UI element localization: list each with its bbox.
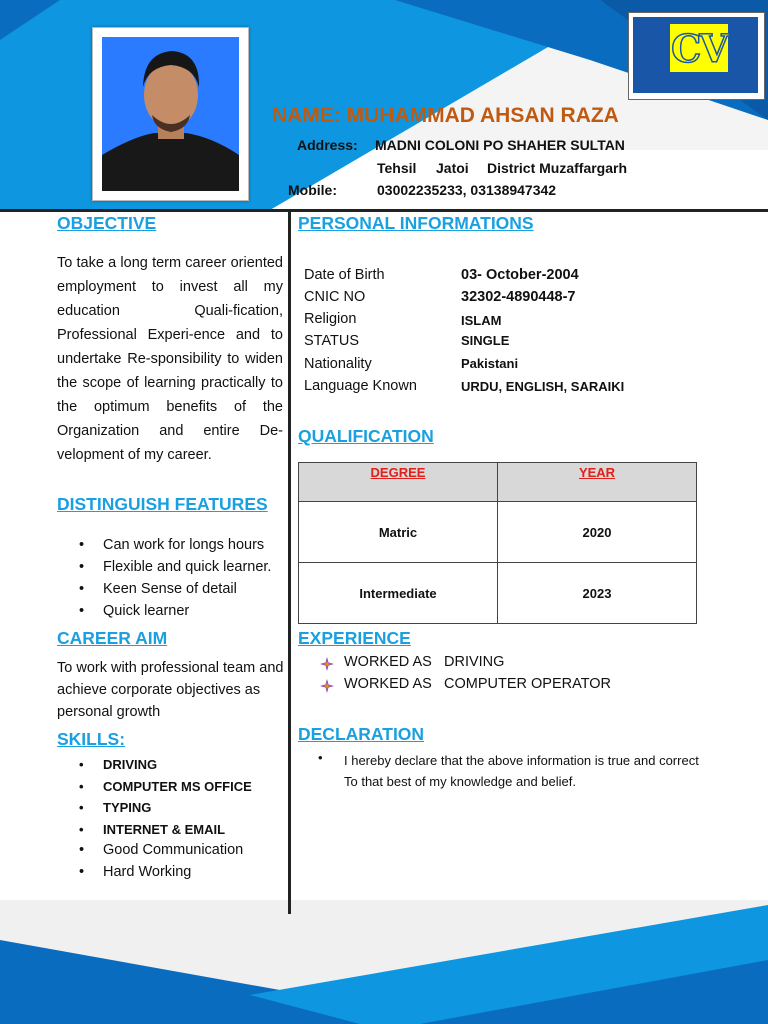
declaration-bullet: •	[318, 750, 323, 765]
features-heading: DISTINGUISH FEATURES	[57, 494, 268, 514]
table-cell-degree: Matric	[299, 502, 498, 563]
personal-info-heading: PERSONAL INFORMATIONS	[298, 213, 534, 233]
list-item: • Hard Working	[57, 862, 252, 884]
table-cell-year: 2023	[498, 563, 697, 624]
info-label: Date of Birth	[304, 267, 385, 283]
info-label: STATUS	[304, 333, 360, 349]
cv-logo	[628, 12, 765, 100]
star-bullet-icon	[320, 679, 334, 693]
header-divider	[0, 209, 768, 212]
profile-photo	[102, 37, 239, 191]
objective-heading: OBJECTIVE	[57, 213, 157, 233]
list-item: • INTERNET & EMAIL	[57, 819, 252, 841]
table-row	[299, 563, 697, 624]
mobile-value: 03002235233, 03138947342	[377, 182, 557, 198]
column-header-degree: DEGREE	[299, 463, 498, 502]
address-label: Address:	[297, 137, 358, 153]
career-aim-heading: CAREER AIM	[57, 628, 168, 648]
declaration-line-2: To that best of my knowledge and belief.	[344, 774, 576, 789]
info-label: CNIC NO	[304, 289, 366, 305]
cv-logo-badge	[670, 24, 728, 72]
info-row-nationality	[304, 356, 704, 378]
cv-logo-background	[633, 17, 758, 93]
experience-role: DRIVING	[444, 654, 505, 670]
skills-list	[57, 754, 252, 883]
list-item: • Can work for longs hours	[57, 534, 271, 556]
experience-role: COMPUTER OPERATOR	[444, 676, 612, 692]
table-header-row	[299, 463, 697, 502]
declaration-line-1: I hereby declare that the above information is true and correct	[344, 753, 699, 768]
list-item: • Good Communication	[57, 840, 252, 862]
list-item: • Keen Sense of detail	[57, 578, 271, 600]
objective-text: To take a long term career oriented employment to invest all my education Quali-fication, Professional Experi-ence and to undertake Re-sponsibility to widen the scope of learning practically to the optimum benefits of the Organization and entire De-velopment of my career.	[57, 255, 283, 463]
mobile-label: Mobile:	[288, 182, 337, 198]
info-row-language	[304, 378, 704, 400]
address-jatoi: Jatoi	[436, 160, 469, 176]
table-row	[299, 502, 697, 563]
career-aim-text: To work with professional team and achieve corporate objectives as personal growth	[57, 660, 284, 720]
list-item: • Quick learner	[57, 600, 271, 622]
info-row-religion	[304, 311, 704, 333]
address-district: District Muzaffargarh	[487, 160, 628, 176]
experience-heading: EXPERIENCE	[298, 628, 411, 648]
table-cell-degree: Intermediate	[299, 563, 498, 624]
skills-heading: SKILLS:	[57, 729, 126, 749]
info-value: 03- October-2004	[461, 267, 579, 283]
info-label: Nationality	[304, 356, 372, 372]
features-list	[57, 534, 271, 622]
list-item: • COMPUTER MS OFFICE	[57, 776, 252, 798]
star-bullet-icon	[320, 657, 334, 671]
experience-prefix: WORKED AS	[344, 654, 432, 670]
info-label: Religion	[304, 311, 357, 327]
info-value: URDU, ENGLISH, SARAIKI	[461, 379, 625, 394]
table-cell-year: 2020	[498, 502, 697, 563]
info-value: SINGLE	[461, 333, 510, 348]
list-item: • DRIVING	[57, 754, 252, 776]
profile-photo-frame	[92, 27, 249, 201]
info-label: Language Known	[304, 378, 417, 394]
info-value: Pakistani	[461, 356, 519, 371]
info-row-status	[304, 333, 704, 355]
info-value: ISLAM	[461, 313, 502, 328]
address-tehsil: Tehsil	[377, 160, 417, 176]
info-row-cnic	[304, 289, 704, 311]
qualification-heading: QUALIFICATION	[298, 426, 434, 446]
list-item: • TYPING	[57, 797, 252, 819]
declaration-heading: DECLARATION	[298, 724, 425, 744]
cv-logo-text: CV	[671, 26, 727, 71]
candidate-name: NAME: MUHAMMAD AHSAN RAZA	[272, 104, 619, 127]
info-row-dob	[304, 267, 704, 289]
column-divider	[288, 211, 291, 914]
qualification-table	[298, 462, 697, 624]
address-line-1: MADNI COLONI PO SHAHER SULTAN	[375, 137, 625, 153]
declaration-text	[344, 750, 699, 792]
list-item: • Flexible and quick learner.	[57, 556, 271, 578]
column-header-year: YEAR	[498, 463, 697, 502]
experience-prefix: WORKED AS	[344, 676, 432, 692]
info-value: 32302-4890448-7	[461, 289, 576, 305]
